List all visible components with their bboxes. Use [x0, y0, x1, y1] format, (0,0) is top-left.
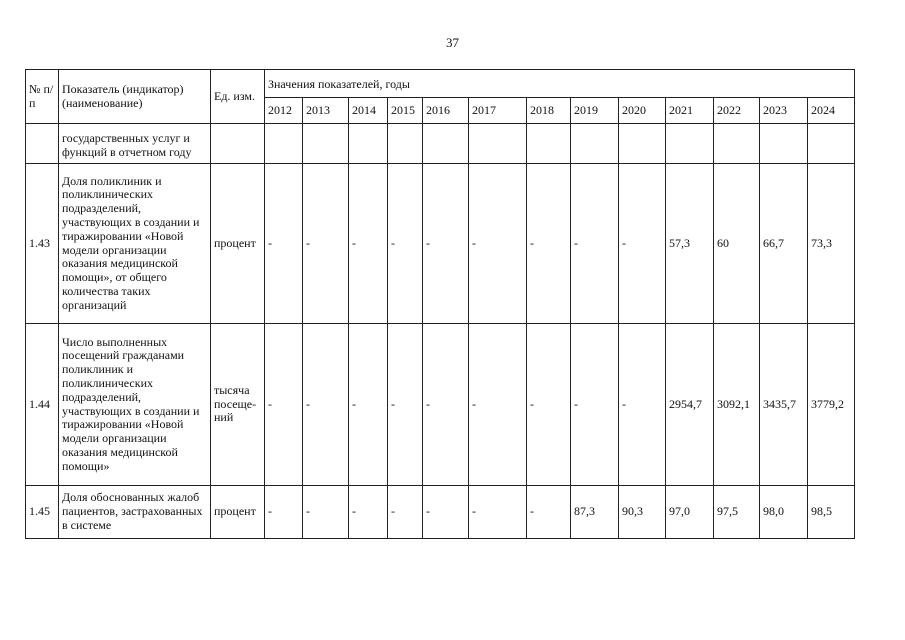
- indicator-name: Число выполненных посещений гражданами поликлиник и поликлинических подразделений, участвующих в создании и тиражировании «Новой модели организации оказания медицинской помощи»: [59, 324, 211, 486]
- value-2016: -: [423, 164, 469, 324]
- value-2022: [714, 124, 760, 164]
- year-header-2019: 2019: [571, 98, 619, 124]
- value-2014: -: [349, 164, 388, 324]
- value-2023: 98,0: [760, 486, 808, 539]
- value-2013: -: [303, 486, 349, 539]
- indicator-name: Доля обоснованных жалоб пациентов, застрахованных в системе: [59, 486, 211, 539]
- value-2015: -: [388, 486, 423, 539]
- value-2013: [303, 124, 349, 164]
- value-2017: -: [469, 164, 527, 324]
- value-2018: -: [527, 324, 571, 486]
- value-2017: [469, 124, 527, 164]
- unit: процент: [211, 486, 265, 539]
- unit: тысяча посеще-ний: [211, 324, 265, 486]
- unit: [211, 124, 265, 164]
- table-row: [26, 124, 855, 164]
- value-2024: [808, 124, 855, 164]
- value-2020: 90,3: [619, 486, 666, 539]
- value-2015: -: [388, 324, 423, 486]
- header-unit: Ед. изм.: [211, 70, 265, 124]
- year-header-2012: 2012: [265, 98, 303, 124]
- header-row: [26, 70, 855, 98]
- value-2013: -: [303, 324, 349, 486]
- value-2021: 97,0: [666, 486, 714, 539]
- value-2022: 60: [714, 164, 760, 324]
- value-2020: -: [619, 324, 666, 486]
- header-values-title: Значения показателей, годы: [265, 70, 855, 98]
- value-2021: 57,3: [666, 164, 714, 324]
- year-header-2023: 2023: [760, 98, 808, 124]
- value-2024: 98,5: [808, 486, 855, 539]
- year-header-2018: 2018: [527, 98, 571, 124]
- value-2021: [666, 124, 714, 164]
- value-2018: -: [527, 164, 571, 324]
- year-header-2024: 2024: [808, 98, 855, 124]
- value-2021: 2954,7: [666, 324, 714, 486]
- table-row: [26, 324, 855, 486]
- value-2020: -: [619, 164, 666, 324]
- value-2016: [423, 124, 469, 164]
- value-2012: [265, 124, 303, 164]
- value-2019: 87,3: [571, 486, 619, 539]
- value-2014: [349, 124, 388, 164]
- header-num: № п/п: [26, 70, 59, 124]
- row-number: 1.45: [26, 486, 59, 539]
- value-2023: 66,7: [760, 164, 808, 324]
- year-header-2017: 2017: [469, 98, 527, 124]
- value-2023: [760, 124, 808, 164]
- value-2024: 3779,2: [808, 324, 855, 486]
- year-header-2016: 2016: [423, 98, 469, 124]
- value-2018: [527, 124, 571, 164]
- value-2017: -: [469, 324, 527, 486]
- value-2024: 73,3: [808, 164, 855, 324]
- year-header-2014: 2014: [349, 98, 388, 124]
- header-indicator: Показатель (индикатор) (наименование): [59, 70, 211, 124]
- value-2023: 3435,7: [760, 324, 808, 486]
- unit: процент: [211, 164, 265, 324]
- table-row: [26, 164, 855, 324]
- indicator-name: Доля поликлиник и поликлинических подразделений, участвующих в создании и тиражировании «Новой модели организации оказания медицинской помощи», от общего количества таких организаций: [59, 164, 211, 324]
- value-2016: -: [423, 486, 469, 539]
- value-2014: -: [349, 486, 388, 539]
- page-number: 37: [446, 35, 459, 50]
- value-2019: [571, 124, 619, 164]
- value-2018: -: [527, 486, 571, 539]
- value-2012: -: [265, 486, 303, 539]
- value-2014: -: [349, 324, 388, 486]
- value-2012: -: [265, 164, 303, 324]
- table-row: [26, 486, 855, 539]
- value-2022: 97,5: [714, 486, 760, 539]
- value-2017: -: [469, 486, 527, 539]
- value-2016: -: [423, 324, 469, 486]
- value-2019: -: [571, 164, 619, 324]
- indicator-name: государственных услуг и функций в отчетном году: [59, 124, 211, 164]
- row-number: [26, 124, 59, 164]
- indicators-table: [25, 69, 855, 539]
- row-number: 1.44: [26, 324, 59, 486]
- value-2015: [388, 124, 423, 164]
- year-header-2020: 2020: [619, 98, 666, 124]
- value-2022: 3092,1: [714, 324, 760, 486]
- year-header-2013: 2013: [303, 98, 349, 124]
- row-number: 1.43: [26, 164, 59, 324]
- value-2019: -: [571, 324, 619, 486]
- year-header-2015: 2015: [388, 98, 423, 124]
- year-header-2022: 2022: [714, 98, 760, 124]
- value-2015: -: [388, 164, 423, 324]
- year-header-2021: 2021: [666, 98, 714, 124]
- value-2013: -: [303, 164, 349, 324]
- value-2020: [619, 124, 666, 164]
- value-2012: -: [265, 324, 303, 486]
